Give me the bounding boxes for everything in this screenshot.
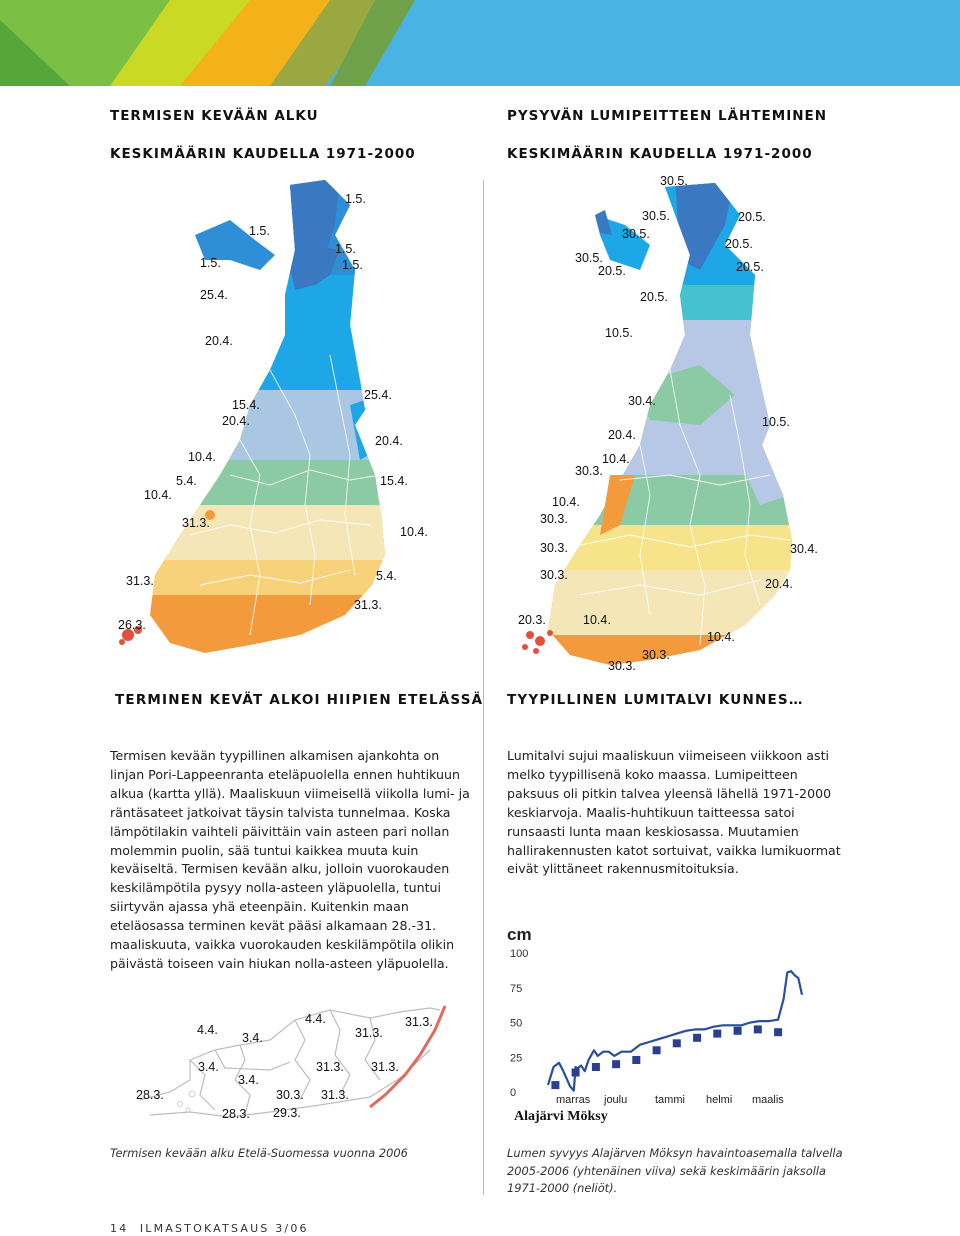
- map-label: 25.4.: [200, 288, 228, 302]
- map-label: 20.5.: [640, 290, 668, 304]
- mean-1971-2000-marker: [774, 1028, 782, 1036]
- column-divider: [483, 180, 484, 1195]
- map-label: 20.5.: [598, 264, 626, 278]
- map-label: 5.4.: [176, 474, 197, 488]
- south-finland-2006-map: [130, 1000, 460, 1125]
- right-subheading: TYYPILLINEN LUMITALVI KUNNES…: [507, 692, 804, 708]
- map-label: 30.3.: [608, 659, 636, 670]
- publication-name: ILMASTOKATSAUS 3/06: [139, 1222, 309, 1235]
- map-label: 1.5.: [345, 192, 366, 206]
- map-label: 20.4.: [222, 414, 250, 428]
- page-footer: [110, 1222, 309, 1235]
- mean-1971-2000-marker: [612, 1060, 620, 1068]
- map-label: 1.5.: [249, 224, 270, 238]
- mean-1971-2000-marker: [754, 1025, 762, 1033]
- left-caption: Termisen kevään alku Etelä-Suomessa vuonna 2006: [110, 1146, 408, 1160]
- map-label: 29.3.: [273, 1106, 301, 1120]
- map-label: 30.3.: [540, 512, 568, 526]
- map-label: 30.3.: [540, 541, 568, 555]
- map-label: 30.3.: [642, 648, 670, 662]
- chart-y-unit: cm: [507, 925, 532, 944]
- map-label: 20.4.: [205, 334, 233, 348]
- left-paragraph: Termisen kevään tyypillinen alkamisen ajankohta on linjan Pori-Lappeenranta eteläpuolella ennen huhtikuun alkua (kartta yllä). Maaliskuun viimeisellä viikolla lumi- ja räntäsateet jatkoivat täysin talvista tunnelmaa. Koska lämpötilakin vaihteli päivittäin vain asteen pari nollan molemmin puolin, sää tuntui kaikkea muuta kuin keväiseltä. Termisen kevään alku, jolloin vuorokauden keskilämpötila pysyy nolla-asteen yläpuolella, tuntui siirtyvän ajassa yhä eteenpäin. Kuitenkin maan eteläosassa terminen kevät pääsi alkamaan 28.-31. maaliskuuta, vaikka vuorokauden keskilämpötila olikin päivästä toiseen vain hiukan nolla-asteen yläpuolella.: [110, 748, 470, 971]
- right-paragraph: Lumitalvi sujui maaliskuun viimeiseen viikkoon asti melko tyypillisenä koko maassa. Lumipeitteen paksuus oli pitkin talvea yleensä lähellä 1971-2000 keskiarvoja. Maalis-huhtikuun taitteessa satoi runsaasti lunta maan keskiosassa. Muutamien hallirakennusten katot sortuivat, vaikka lumikuormat eivät ylittäneet rakennusmitoituksia.: [507, 748, 841, 877]
- mean-1971-2000-marker: [713, 1030, 721, 1038]
- map-label: 30.5.: [660, 175, 688, 188]
- map-label: 31.3.: [126, 574, 154, 588]
- map-label: 1.5.: [335, 242, 356, 256]
- y-tick-label: 50: [510, 1017, 523, 1030]
- month-label: marras: [556, 1094, 591, 1106]
- map-label: 30.3.: [276, 1088, 304, 1102]
- right-heading-title: PYSYVÄN LUMIPEITTEEN LÄHTEMINEN: [507, 108, 828, 124]
- map-label: 4.4.: [197, 1023, 218, 1037]
- thermal-spring-map: [110, 175, 470, 670]
- left-heading-title: TERMISEN KEVÄÄN ALKU: [110, 108, 319, 124]
- map-label: 26.3.: [118, 618, 146, 632]
- map-label: 30.5.: [622, 227, 650, 241]
- map-label: 3.4.: [242, 1031, 263, 1045]
- map-label: 20.5.: [736, 260, 764, 274]
- map-label: 31.3.: [354, 598, 382, 612]
- mean-1971-2000-marker: [734, 1027, 742, 1035]
- mean-1971-2000-marker: [693, 1034, 701, 1042]
- map-label: 20.3.: [518, 613, 546, 627]
- map-label: 30.5.: [642, 209, 670, 223]
- chart-station-title: Alajärvi Möksy: [514, 1109, 608, 1124]
- y-axis-ticks: [510, 948, 528, 1099]
- y-tick-label: 0: [510, 1087, 517, 1099]
- map-label: 15.4.: [232, 398, 260, 412]
- map-label: 30.3.: [575, 464, 603, 478]
- map-label: 1.5.: [200, 256, 221, 270]
- map-label: 10.4.: [552, 495, 580, 509]
- map-label: 10.4.: [602, 452, 630, 466]
- mean-1971-2000-marker: [653, 1046, 661, 1054]
- map-label: 20.4.: [375, 434, 403, 448]
- map-label: 20.4.: [765, 577, 793, 591]
- map-label: 20.5.: [725, 237, 753, 251]
- right-caption: Lumen syvyys Alajärven Möksyn havaintoasemalla talvella 2005-2006 (yhtenäinen viiva) sekä keskimäärin jaksolla 1971-2000 (neliöt).: [507, 1146, 843, 1195]
- page-number: 14: [110, 1222, 129, 1235]
- map-label: 10.5.: [605, 326, 633, 340]
- map-label: 31.3.: [355, 1026, 383, 1040]
- map-label: 20.4.: [608, 428, 636, 442]
- map-label: 20.5.: [738, 210, 766, 224]
- mean-1971-2000-marker: [673, 1039, 681, 1047]
- mean-1971-2000-marker: [632, 1056, 640, 1064]
- map-label: 31.3.: [371, 1060, 399, 1074]
- map-label: 4.4.: [305, 1012, 326, 1026]
- map-label: 3.4.: [238, 1073, 259, 1087]
- plot-area: [548, 971, 802, 1091]
- snow-depth-chart: [500, 920, 820, 1130]
- y-tick-label: 100: [510, 948, 529, 960]
- map-label: 31.3.: [182, 516, 210, 530]
- mean-1971-2000-marker: [572, 1069, 580, 1077]
- map-label: 5.4.: [376, 569, 397, 583]
- map-label: 10.4.: [583, 613, 611, 627]
- map-label: 1.5.: [342, 258, 363, 272]
- map-label: 31.3.: [405, 1015, 433, 1029]
- map-label: 10.5.: [762, 415, 790, 429]
- left-heading-period: KESKIMÄÄRIN KAUDELLA 1971-2000: [110, 146, 416, 162]
- y-tick-label: 75: [510, 982, 523, 995]
- map-label: 15.4.: [380, 474, 408, 488]
- month-label: joulu: [604, 1094, 628, 1106]
- map-label: 28.3.: [222, 1107, 250, 1121]
- map-label: 10.4.: [188, 450, 216, 464]
- map-label: 28.3.: [136, 1088, 164, 1102]
- snow-depth-2005-2006-line: [548, 971, 802, 1091]
- month-label: tammi: [655, 1094, 685, 1106]
- right-heading-period: KESKIMÄÄRIN KAUDELLA 1971-2000: [507, 146, 813, 162]
- map-label: 25.4.: [364, 388, 392, 402]
- x-axis-month-labels: [556, 1094, 784, 1106]
- month-label: helmi: [706, 1094, 733, 1106]
- map-label: 30.4.: [628, 394, 656, 408]
- snow-cover-map: [500, 175, 860, 670]
- map-label: 30.3.: [540, 568, 568, 582]
- map-label: 10.4.: [707, 630, 735, 644]
- y-tick-label: 25: [510, 1052, 523, 1065]
- mean-1971-2000-marker: [551, 1081, 559, 1089]
- map-label: 31.3.: [321, 1088, 349, 1102]
- map-label: 30.4.: [790, 542, 818, 556]
- map-label: 31.3.: [316, 1060, 344, 1074]
- map-label: 3.4.: [198, 1060, 219, 1074]
- map-label: 10.4.: [144, 488, 172, 502]
- map-label: 30.5.: [575, 251, 603, 265]
- left-subheading: TERMINEN KEVÄT ALKOI HIIPIEN ETELÄSSÄ: [115, 692, 484, 708]
- colour-banner: [0, 0, 960, 86]
- map-label: 10.4.: [400, 525, 428, 539]
- mean-1971-2000-marker: [592, 1063, 600, 1071]
- month-label: maalis: [752, 1094, 784, 1106]
